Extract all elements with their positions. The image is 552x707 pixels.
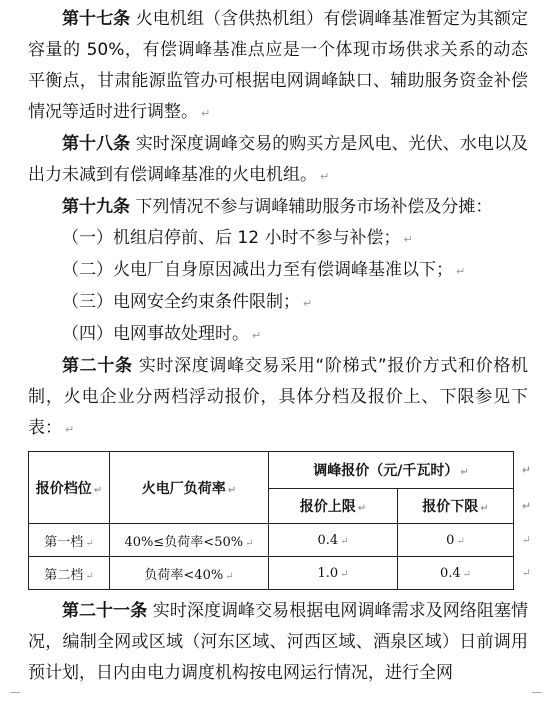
list-item: （四）电网事故处理时。 ↵ [62, 324, 262, 344]
header-upper: 报价上限 ↵ [269, 489, 398, 524]
table-cell: 第二档 ↵ [29, 557, 110, 590]
table-cell: 1.0 ↵ [269, 557, 398, 590]
article-number: 第十七条 [62, 9, 131, 29]
article-text: 火电机组（含供热机组）有偿调峰基准暂定为其额定容量的 50%，有偿调峰基准点应是一个体现市场供求关系的动态平衡点，甘肃能源监管办可根据电网调峰缺口、辅助服务资金补偿情况等适时进行调整。 [28, 9, 529, 122]
list-item: （三）电网安全约束条件限制； ↵ [62, 292, 313, 312]
article-text: 实时深度调峰交易根据电网调峰需求及网络阻塞情况，编制全网或区域（河东区域、河西区域、酒泉区域）日前调用预计划，日内由电力调度机构按电网运行情况，进行全网 [28, 601, 529, 683]
document-page [28, 4, 531, 689]
article-text: 实时深度调峰交易采用“阶梯式”报价方式和价格机制，火电企业分两档浮动报价，具体分档及报价上、下限参见下表： [28, 356, 529, 438]
table-header-row [29, 452, 514, 489]
page-corner-mark [532, 692, 542, 703]
price-table [28, 451, 531, 590]
article-19 [28, 192, 528, 223]
header-load: 火电厂负荷率 ↵ [110, 452, 269, 524]
article-number: 第二十一条 [62, 601, 148, 621]
table-cell: 第一档 ↵ [29, 524, 110, 557]
article-17 [28, 4, 528, 129]
list-item: （二）火电厂自身原因减出力至有偿调峰基准以下； ↵ [62, 260, 466, 280]
table-cell: 负荷率<40% ↵ [110, 557, 269, 590]
paragraph-mark-icon: ↵ [65, 423, 75, 436]
paragraph-mark-icon: ↵ [403, 233, 413, 246]
paragraph-mark-icon: ↵ [252, 329, 262, 342]
paragraph-mark-icon: ↵ [456, 265, 466, 278]
header-price: 调峰报价（元/千瓦时） ↵ ↵ [269, 452, 514, 489]
article-number: 第十八条 [62, 134, 131, 154]
header-level: 报价档位 ↵ [29, 452, 110, 524]
table-cell: 0 ↵ ↵ [398, 524, 514, 557]
table-row [29, 524, 514, 557]
page-corner-mark [10, 692, 20, 703]
header-lower: 报价下限 ↵ ↵ [398, 489, 514, 524]
table-cell: 0.4 ↵ [269, 524, 398, 557]
table-cell: 40%≤负荷率<50% ↵ [110, 524, 269, 557]
paragraph-mark-icon: ↵ [320, 170, 330, 183]
article-number: 第二十条 [62, 356, 133, 376]
paragraph-mark-icon: ↵ [303, 297, 313, 310]
paragraph-mark-icon: ↵ [201, 107, 211, 120]
table-row [29, 557, 514, 590]
article-18 [28, 129, 528, 192]
table-cell: 0.4 ↵ ↵ [398, 557, 514, 590]
article-text: 实时深度调峰交易的购买方是风电、光伏、水电以及出力未减到有偿调峰基准的火电机组。 [28, 134, 529, 185]
article-text: 下列情况不参与调峰辅助服务市场补偿及分摊： [135, 197, 493, 217]
article-20 [28, 351, 528, 445]
article-number: 第十九条 [62, 197, 130, 217]
article-21 [28, 596, 528, 689]
list-item: （一）机组启停前、后 12 小时不参与补偿； ↵ [62, 228, 413, 248]
